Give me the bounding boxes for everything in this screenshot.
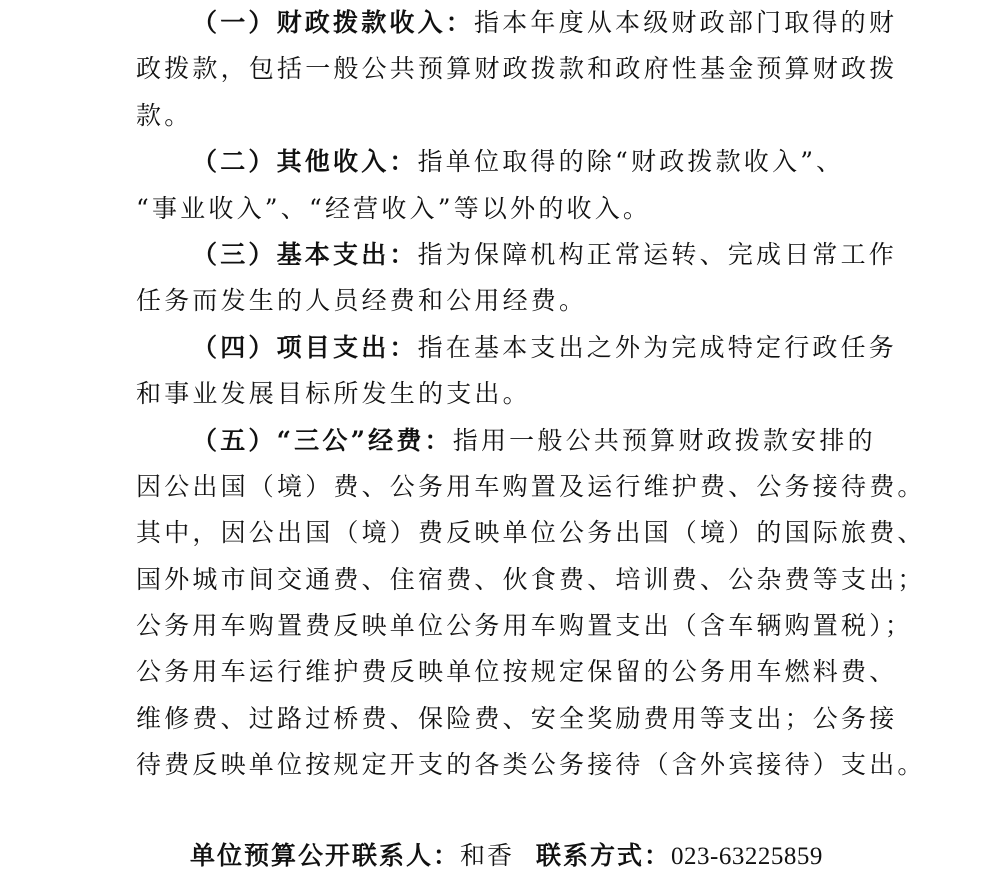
contact-line <box>190 838 823 874</box>
document-body <box>136 0 926 789</box>
definition-1-term: （一）财政拨款收入： <box>192 8 475 37</box>
definition-5-line-1 <box>136 418 896 464</box>
definition-5-text-1: 指用一般公共预算财政拨款安排的 <box>452 425 876 455</box>
definition-1-line-3: 款。 <box>136 100 193 130</box>
contact-method-label: 联系方式： <box>536 841 672 870</box>
definition-2-text-1: 指单位取得的除“财政拨款收入”、 <box>417 147 845 177</box>
definition-1-text-1: 指本年度从本级财政部门取得的财 <box>474 8 898 37</box>
definition-2-line-2: “事业收入”、“经营收入”等以外的收入。 <box>136 193 652 223</box>
definition-4-text-1: 指在基本支出之外为完成特定行政任务 <box>417 332 898 362</box>
contact-person-name: 和香 <box>460 841 515 870</box>
definition-2-line-1 <box>136 139 896 185</box>
definition-3-term: （三）基本支出： <box>192 239 418 269</box>
definition-3-line-2: 任务而发生的人员经费和公用经费。 <box>136 286 588 316</box>
definition-5-line-3: 其中，因公出国（境）费反映单位公务出国（境）的国际旅费、 <box>136 518 926 548</box>
contact-phone: 023-63225859 <box>671 843 823 870</box>
definition-5-line-6: 公务用车运行维护费反映单位按规定保留的公务用车燃料费、 <box>136 657 898 687</box>
definition-4-line-2: 和事业发展目标所发生的支出。 <box>136 379 531 409</box>
definition-3-line-1 <box>136 232 896 278</box>
definition-5-line-2: 因公出国（境）费、公务用车购置及运行维护费、公务接待费。 <box>136 471 926 501</box>
definition-3-text-1: 指为保障机构正常运转、完成日常工作 <box>417 239 898 269</box>
definition-4-line-1 <box>136 325 896 371</box>
definition-5-line-8: 待费反映单位按规定开支的各类公务接待（含外宾接待）支出。 <box>136 750 926 780</box>
definition-5-term: （五）“三公”经费： <box>192 425 453 455</box>
definition-2-term: （二）其他收入： <box>192 147 418 177</box>
contact-person-label: 单位预算公开联系人： <box>190 841 461 870</box>
definition-1-line-2: 政拨款，包括一般公共预算财政拨款和政府性基金预算财政拨 <box>136 54 898 84</box>
definition-1-line-1 <box>136 0 896 46</box>
definition-4-term: （四）项目支出： <box>192 332 418 362</box>
definition-5-line-7: 维修费、过路过桥费、保险费、安全奖励费用等支出；公务接 <box>136 703 898 733</box>
definition-5-line-5: 公务用车购置费反映单位公务用车购置支出（含车辆购置税）； <box>136 611 914 641</box>
definition-5-line-4: 国外城市间交通费、住宿费、伙食费、培训费、公杂费等支出； <box>136 564 926 594</box>
